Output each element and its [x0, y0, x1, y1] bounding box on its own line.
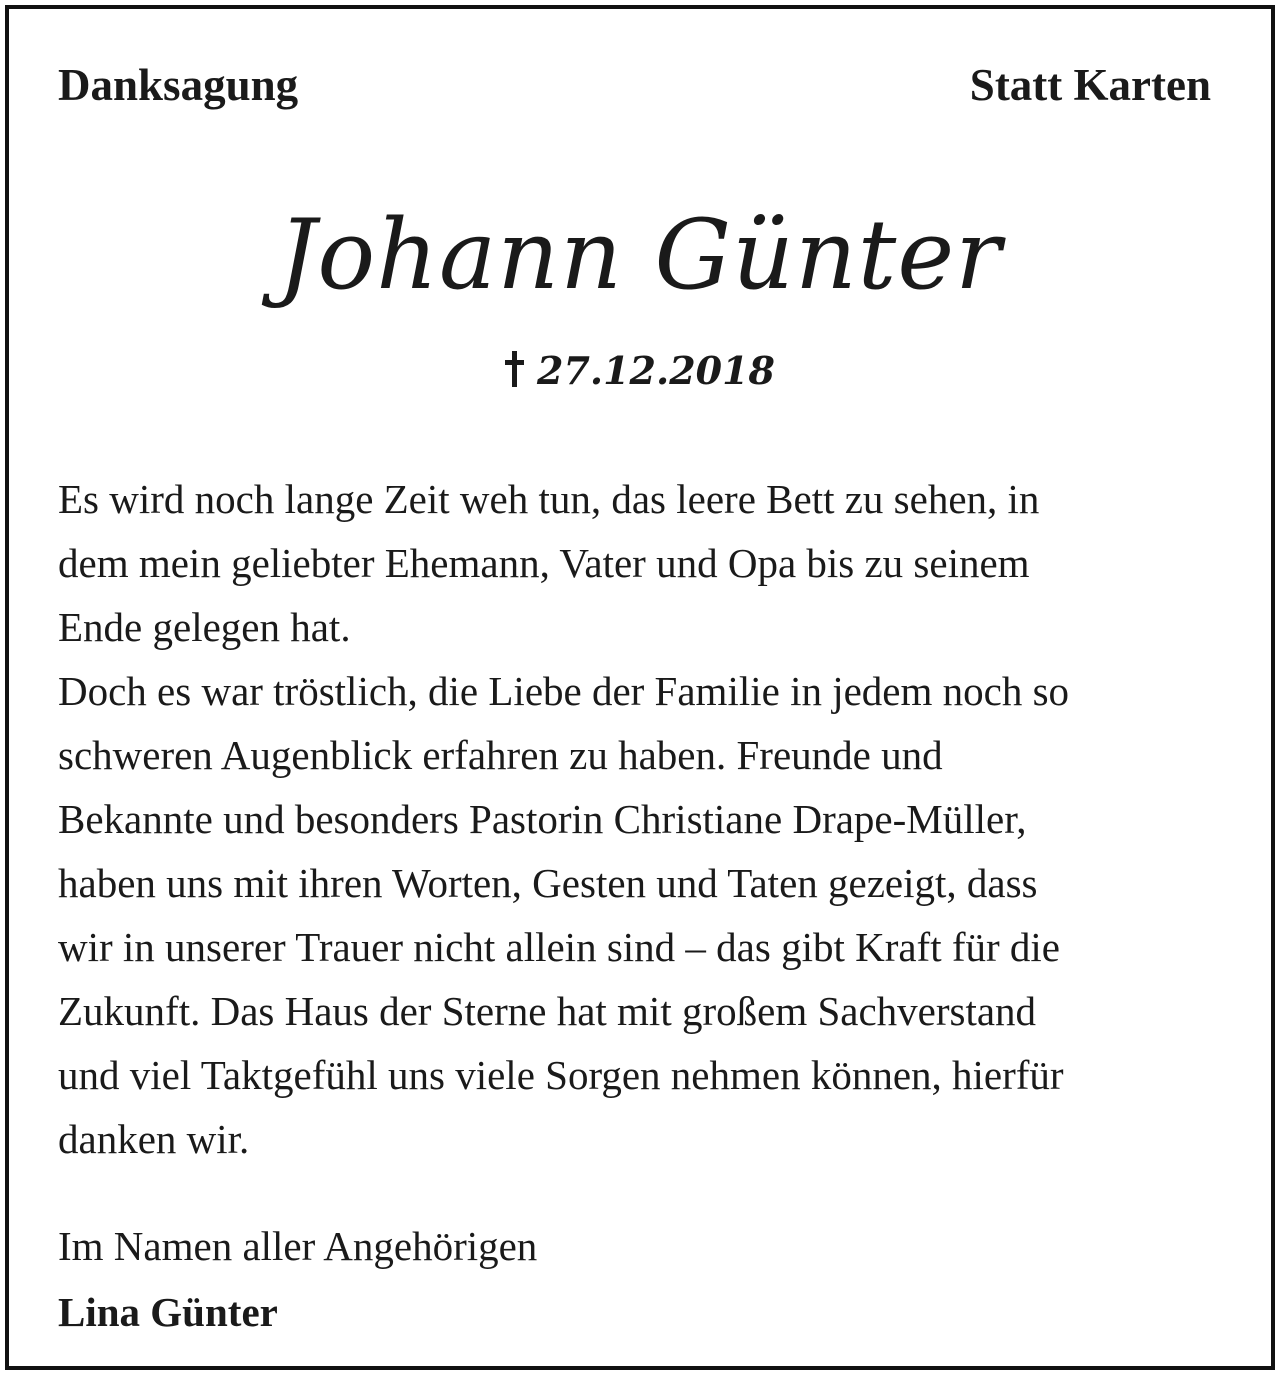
header-danksagung: Danksagung: [58, 60, 299, 110]
death-date: 27.12.2018: [537, 348, 775, 393]
text-line: schweren Augenblick erfahren zu haben. Freunde und: [58, 732, 943, 778]
closing-line: Im Namen aller Angehörigen: [58, 1223, 538, 1269]
text-line: und viel Taktgefühl uns viele Sorgen nehmen können, hierfür: [58, 1052, 1064, 1098]
obituary-notice: [5, 5, 1275, 1370]
signature-name: Lina Günter: [58, 1289, 278, 1335]
text-line: Es wird noch lange Zeit weh tun, das leere Bett zu sehen, in: [58, 476, 1040, 522]
text-line: Zukunft. Das Haus der Sterne hat mit großem Sachverstand: [58, 988, 1037, 1034]
deceased-name: Johann Günter: [277, 199, 1003, 311]
death-date-line: [9, 345, 1271, 397]
text-line: Bekannte und besonders Pastorin Christiane Drape-Müller,: [58, 796, 1027, 842]
text-line: wir in unserer Trauer nicht allein sind – das gibt Kraft für die: [58, 924, 1060, 970]
thank-you-text: [58, 467, 1069, 1171]
text-line: Doch es war tröstlich, die Liebe der Familie in jedem noch so: [58, 668, 1070, 714]
text-line: haben uns mit ihren Worten, Gesten und Taten gezeigt, dass: [58, 860, 1038, 906]
text-line: danken wir.: [58, 1116, 250, 1162]
text-line: Ende gelegen hat.: [58, 604, 351, 650]
cross-icon: [505, 351, 523, 387]
text-line: dem mein geliebter Ehemann, Vater und Opa bis zu seinem: [58, 540, 1030, 586]
header-statt-karten: Statt Karten: [969, 60, 1211, 110]
